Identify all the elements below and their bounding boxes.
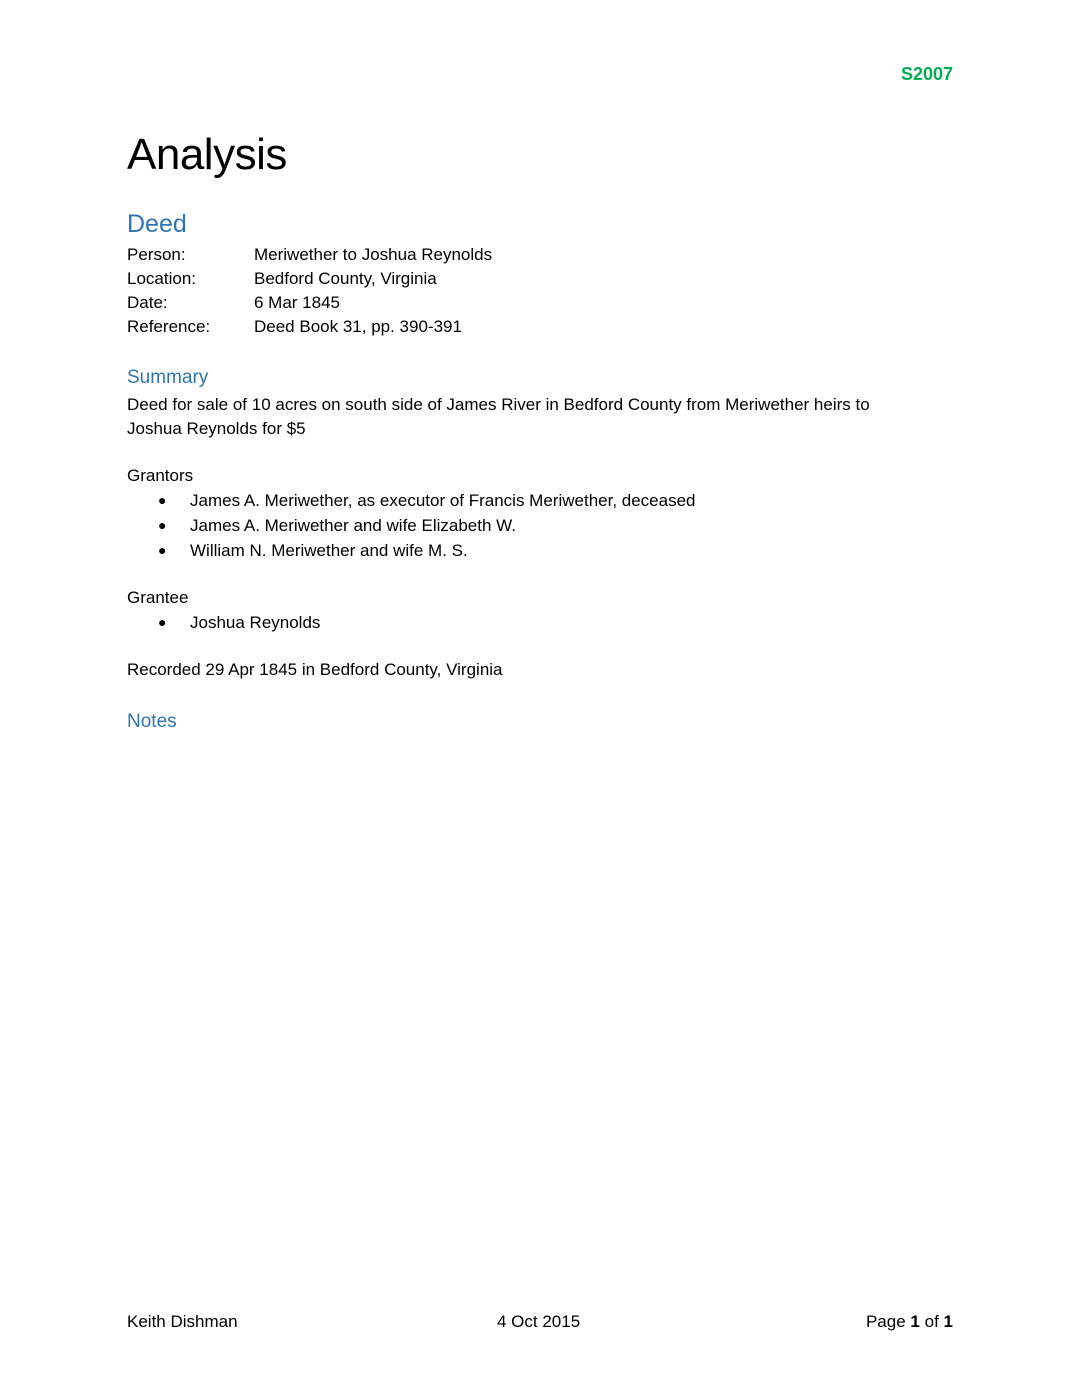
page-title: Analysis xyxy=(127,130,287,179)
bullet-dot-icon: ● xyxy=(158,517,167,533)
person-value: Meriwether to Joshua Reynolds xyxy=(254,245,493,264)
bullet-dot-icon: ● xyxy=(158,492,167,508)
grantor-name: James A. Meriwether, as executor of Francis Meriwether, deceased xyxy=(190,491,696,510)
reference-row xyxy=(127,315,492,339)
summary-text xyxy=(127,393,927,441)
list-item xyxy=(127,488,696,513)
page-of: of xyxy=(924,1312,939,1331)
document-id: S2007 xyxy=(900,64,953,84)
person-label: Person: xyxy=(127,245,186,264)
reference-label: Reference: xyxy=(127,317,211,336)
notes-heading: Notes xyxy=(127,711,177,732)
deed-heading: Deed xyxy=(127,210,187,238)
grantee-name: Joshua Reynolds xyxy=(190,613,321,632)
page-current: 1 xyxy=(910,1312,920,1331)
bullet-dot-icon: ● xyxy=(158,614,167,630)
list-item xyxy=(127,513,696,538)
page-prefix: Page xyxy=(865,1312,906,1331)
footer-date: 4 Oct 2015 xyxy=(497,1312,581,1331)
grantors-list xyxy=(127,488,696,563)
date-label: Date: xyxy=(127,293,168,312)
grantor-name: William N. Meriwether and wife M. S. xyxy=(190,541,468,560)
recorded-text: Recorded 29 Apr 1845 in Bedford County, Virginia xyxy=(127,660,503,679)
list-item xyxy=(127,538,696,563)
person-row xyxy=(127,243,492,267)
grantee-list xyxy=(127,610,320,635)
grantee-label: Grantee xyxy=(127,588,189,607)
list-item xyxy=(127,610,320,635)
location-label: Location: xyxy=(127,269,196,288)
bullet-dot-icon: ● xyxy=(158,542,167,558)
deed-details-table xyxy=(127,243,492,339)
location-value: Bedford County, Virginia xyxy=(254,269,437,288)
summary-line-2: Joshua Reynolds for $5 xyxy=(127,419,306,438)
page-total: 1 xyxy=(943,1312,953,1331)
date-value: 6 Mar 1845 xyxy=(254,293,340,312)
summary-line-1: Deed for sale of 10 acres on south side of James River in Bedford County from Meriwether heirs to xyxy=(127,395,870,414)
grantors-label: Grantors xyxy=(127,466,194,485)
footer-page-number xyxy=(866,1312,953,1332)
grantor-name: James A. Meriwether and wife Elizabeth W. xyxy=(190,516,516,535)
reference-value: Deed Book 31, pp. 390-391 xyxy=(254,317,462,336)
date-row xyxy=(127,291,492,315)
footer-author: Keith Dishman xyxy=(127,1312,238,1331)
location-row xyxy=(127,267,492,291)
summary-heading: Summary xyxy=(127,367,209,388)
